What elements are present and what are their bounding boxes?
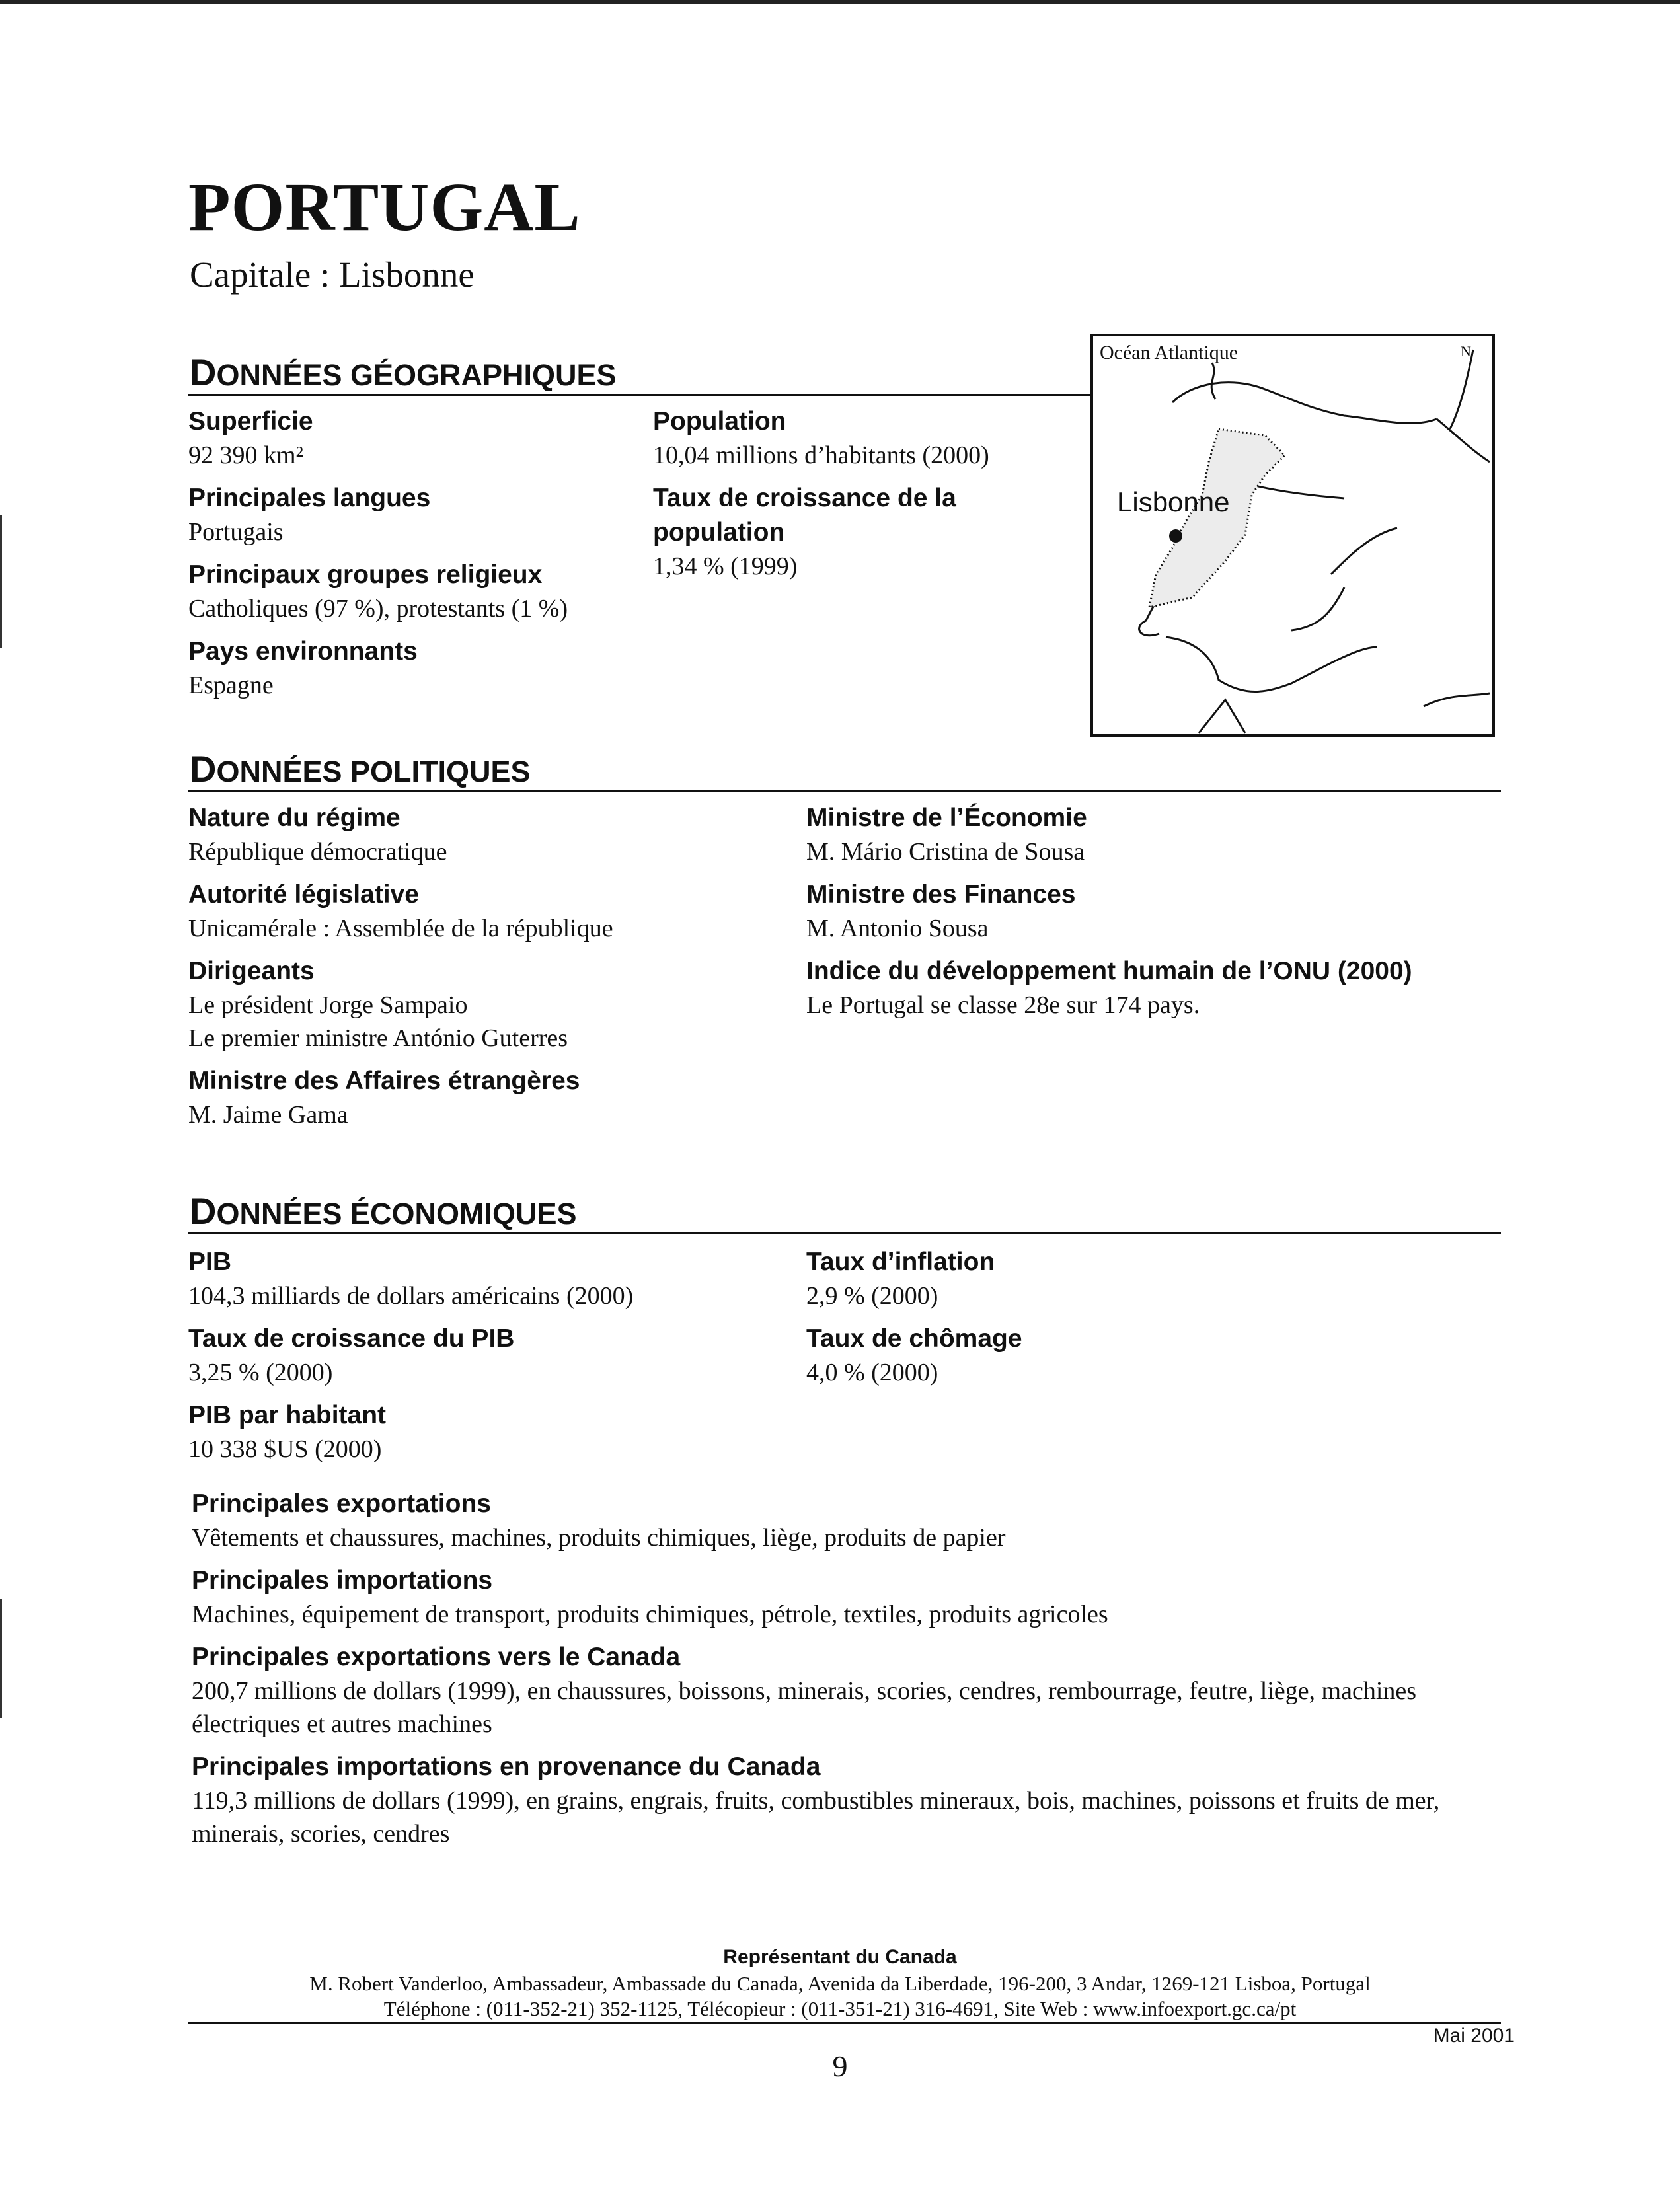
map-graphic	[1093, 336, 1492, 734]
field-label: Ministre des Affaires étrangères	[188, 1067, 580, 1095]
field-group	[188, 634, 651, 702]
page-title: PORTUGAL	[188, 169, 581, 245]
footer-contact: Téléphone : (011-352-21) 352-1125, Télécopieur : (011-351-21) 316-4691, Site Web : www.infoexport.gc.ca/pt	[383, 1997, 1297, 2020]
field-label: Pays environnants	[188, 637, 418, 665]
field-value: Vêtements et chaussures, machines, produits chimiques, liège, produits de papier	[192, 1524, 1006, 1552]
field-label: Taux de croissance de la population	[653, 484, 956, 547]
page-number: 9	[832, 2049, 848, 2083]
field-label: Taux d’inflation	[806, 1248, 995, 1276]
field-group	[188, 404, 651, 472]
section-heading-geo: DONNÉES GÉOGRAPHIQUES	[190, 352, 617, 393]
field-value: M. Jaime Gama	[188, 1101, 348, 1129]
field-label: Taux de croissance du PIB	[188, 1324, 515, 1353]
field-group	[188, 954, 783, 1055]
field-label: Principales exportations	[192, 1490, 491, 1518]
field-label: Principales exportations vers le Canada	[192, 1643, 681, 1671]
section-rule	[188, 394, 1092, 396]
section-heading-economy: DONNÉES ÉCONOMIQUES	[190, 1190, 577, 1232]
field-value: Unicamérale : Assemblée de la république	[188, 915, 613, 942]
field-group	[188, 558, 651, 625]
portugal-map	[1090, 334, 1495, 737]
economy-right-column	[806, 1245, 1467, 1398]
field-group	[192, 1564, 1500, 1631]
field-group	[188, 1322, 783, 1389]
field-label: Population	[653, 407, 786, 435]
scan-margin-mark	[0, 1599, 2, 1718]
map-city-label: Lisbonne	[1117, 486, 1230, 517]
field-value: 10,04 millions d’habitants (2000)	[653, 441, 989, 469]
top-scan-border	[0, 0, 1680, 4]
field-label: Dirigeants	[188, 957, 315, 985]
field-value: Le premier ministre António Guterres	[188, 1024, 568, 1052]
field-group	[806, 1322, 1467, 1389]
field-label: Ministre des Finances	[806, 880, 1076, 909]
footer-address: M. Robert Vanderloo, Ambassadeur, Ambassade du Canada, Avenida da Liberdade, 196-200, 3 Andar, 1269-121 Lisboa, Portugal	[309, 1972, 1371, 1995]
field-label: Ministre de l’Économie	[806, 804, 1087, 832]
field-label: Autorité législative	[188, 880, 419, 909]
field-value: 3,25 % (2000)	[188, 1359, 333, 1386]
economy-left-column	[188, 1245, 783, 1475]
field-value: 4,0 % (2000)	[806, 1359, 938, 1386]
field-value: 1,34 % (1999)	[653, 552, 798, 580]
field-value: 200,7 millions de dollars (1999), en chaussures, boissons, minerais, scories, cendres, rembourrage, feutre, liège, machines électriques et autres machines	[192, 1677, 1417, 1738]
politics-left-column	[188, 801, 783, 1141]
field-value: Espagne	[188, 671, 274, 699]
field-label: Taux de chômage	[806, 1324, 1022, 1353]
field-label: Indice du développement humain de l’ONU (2000)	[806, 957, 1412, 985]
field-label: PIB par habitant	[188, 1401, 387, 1429]
section-heading-politics: DONNÉES POLITIQUES	[190, 748, 531, 790]
field-label: Principales importations	[192, 1566, 493, 1595]
field-value: Le Portugal se classe 28e sur 174 pays.	[806, 991, 1200, 1019]
field-value: République démocratique	[188, 838, 447, 866]
field-value: M. Mário Cristina de Sousa	[806, 838, 1085, 866]
north-arrow-label: N	[1461, 343, 1471, 359]
field-value: Machines, équipement de transport, produits chimiques, pétrole, textiles, produits agricoles	[192, 1601, 1108, 1628]
publication-date: Mai 2001	[1433, 2025, 1515, 2047]
field-label: Principales importations en provenance du Canada	[192, 1753, 821, 1781]
field-group	[806, 1245, 1467, 1312]
field-value: Portugais	[188, 518, 284, 546]
field-value: 104,3 milliards de dollars américains (2000)	[188, 1282, 634, 1310]
economy-full-width-list	[192, 1487, 1500, 1860]
field-group	[653, 404, 1023, 472]
field-group	[188, 1064, 783, 1131]
field-group	[192, 1640, 1500, 1741]
field-value: M. Antonio Sousa	[806, 915, 989, 942]
field-group	[806, 801, 1507, 868]
field-value: 92 390 km²	[188, 441, 303, 469]
field-value: Catholiques (97 %), protestants (1 %)	[188, 595, 568, 623]
field-group	[806, 878, 1507, 945]
field-label: Principales langues	[188, 484, 431, 512]
map-ocean-label: Océan Atlantique	[1100, 342, 1239, 363]
field-value: Le président Jorge Sampaio	[188, 991, 468, 1019]
field-label: PIB	[188, 1248, 232, 1276]
field-group	[653, 481, 1023, 583]
field-group	[188, 1245, 783, 1312]
field-group	[192, 1750, 1500, 1850]
footer-rule	[188, 2022, 1501, 2024]
field-group	[188, 481, 651, 548]
field-label: Nature du régime	[188, 804, 401, 832]
politics-right-column	[806, 801, 1507, 1031]
page-subtitle: Capitale : Lisbonne	[190, 254, 475, 295]
field-value: 119,3 millions de dollars (1999), en grains, engrais, fruits, combustibles mineraux, bois, machines, poissons et fruits de mer, minerais, scories, cendres	[192, 1787, 1440, 1848]
geo-left-column	[188, 404, 651, 711]
field-group	[806, 954, 1507, 1022]
scan-margin-mark	[0, 515, 2, 648]
field-label: Principaux groupes religieux	[188, 560, 543, 589]
field-label: Superficie	[188, 407, 313, 435]
section-rule	[188, 1232, 1501, 1234]
field-value: 2,9 % (2000)	[806, 1282, 938, 1310]
field-group	[188, 1398, 783, 1466]
footer-heading: Représentant du Canada	[723, 1946, 957, 1968]
field-value: 10 338 $US (2000)	[188, 1435, 382, 1463]
field-group	[192, 1487, 1500, 1554]
field-group	[188, 878, 783, 945]
field-group	[188, 801, 783, 868]
section-rule	[188, 790, 1501, 792]
geo-right-column	[653, 404, 1023, 592]
